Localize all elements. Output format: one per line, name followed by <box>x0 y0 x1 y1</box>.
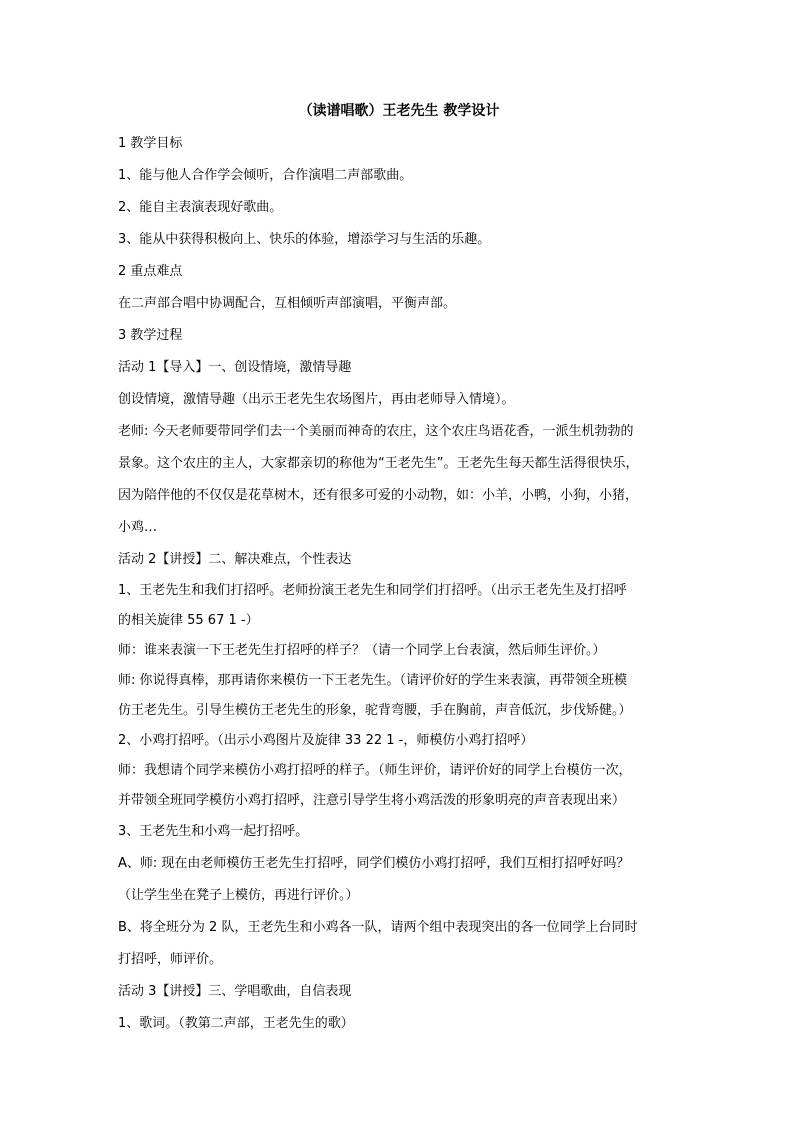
activity-2-step-1-line-2: 的相关旋律 55 67 1 -） <box>118 613 259 628</box>
activity-1-heading: 活动 1【导入】一、创设情境，激情导趣 <box>118 360 352 375</box>
objective-item-2: 2、能自主表演表现好歌曲。 <box>118 200 283 215</box>
activity-1-intro: 创设情境，激情导趣（出示王老先生农场图片，再由老师导入情境）。 <box>118 392 515 407</box>
activity-2-step-1-line-1: 1、王老先生和我们打招呼。老师扮演王老先生和同学们打招呼。（出示王老先生及打招呼 <box>118 583 627 598</box>
objective-item-3: 3、能从中获得积极向上、快乐的体验，增添学习与生活的乐趣。 <box>118 232 491 247</box>
teacher-question-line: 师：谁来表演一下王老先生打招呼的样子？（请一个同学上台表演，然后师生评价。） <box>118 643 606 658</box>
document-page <box>118 100 678 1040</box>
teacher-speech-line-1: 老师: 今天老师要带同学们去一个美丽而神奇的农庄，这个农庄鸟语花香，一派生机勃勃的 <box>118 424 634 439</box>
activity-2-heading: 活动 2【讲授】二、解决难点，个性表达 <box>118 552 352 567</box>
teacher-speech-line-4: 小鸡… <box>118 520 158 535</box>
key-points-text: 在二声部合唱中协调配合，互相倾听声部演唱，平衡声部。 <box>118 296 457 311</box>
section-heading-key-points: 2 重点难点 <box>118 264 183 279</box>
teacher-praise-line-1: 师: 你说得真棒，那再请你来模仿一下王老先生。（请评价好的学生来表演，再带领全班模 <box>118 673 628 688</box>
document-title: （读谱唱歌）王老先生 教学设计 <box>298 103 500 119</box>
activity-3-step-1: 1、歌词。（教第二声部，王老先生的歌） <box>118 1016 354 1031</box>
objective-item-1: 1、能与他人合作学会倾听，合作演唱二声部歌曲。 <box>118 168 413 183</box>
step-3-item-a-line-1: A、师: 现在由老师模仿王老先生打招呼，同学们模仿小鸡打招呼，我们互相打招呼好吗？ <box>118 856 630 871</box>
teacher-chick-line-2: 并带领全班同学模仿小鸡打招呼，注意引导学生将小鸡活泼的形象明亮的声音表现出来） <box>118 793 626 808</box>
step-3-item-a-line-2: （让学生坐在凳子上模仿，再进行评价。） <box>118 888 359 903</box>
teacher-speech-line-3: 因为陪伴他的不仅仅是花草树木，还有很多可爱的小动物，如：小羊，小鸭，小狗，小猪， <box>118 488 639 503</box>
activity-3-heading: 活动 3【讲授】三、学唱歌曲，自信表现 <box>118 984 352 999</box>
activity-2-step-2: 2、小鸡打招呼。（出示小鸡图片及旋律 33 22 1 -，师模仿小鸡打招呼） <box>118 733 534 748</box>
step-3-item-b-line-1: B、将全班分为 2 队，王老先生和小鸡各一队，请两个组中表现突出的各一位同学上台同时 <box>118 920 638 935</box>
step-3-item-b-line-2: 打招呼，师评价。 <box>118 952 223 967</box>
section-heading-process: 3 教学过程 <box>118 328 183 343</box>
activity-2-step-3: 3、王老先生和小鸡一起打招呼。 <box>118 824 309 839</box>
section-heading-objectives: 1 教学目标 <box>118 136 183 151</box>
teacher-chick-line-1: 师：我想请个同学来模仿小鸡打招呼的样子。（师生评价，请评价好的同学上台模仿一次， <box>118 763 632 778</box>
teacher-praise-line-2: 仿王老先生。引导生模仿王老先生的形象，驼背弯腰，手在胸前，声音低沉，步伐矫健。） <box>118 703 632 718</box>
teacher-speech-line-2: 景象。这个农庄的主人，大家都亲切的称他为“王老先生”。王老先生每天都生活得很快乐， <box>118 456 639 471</box>
